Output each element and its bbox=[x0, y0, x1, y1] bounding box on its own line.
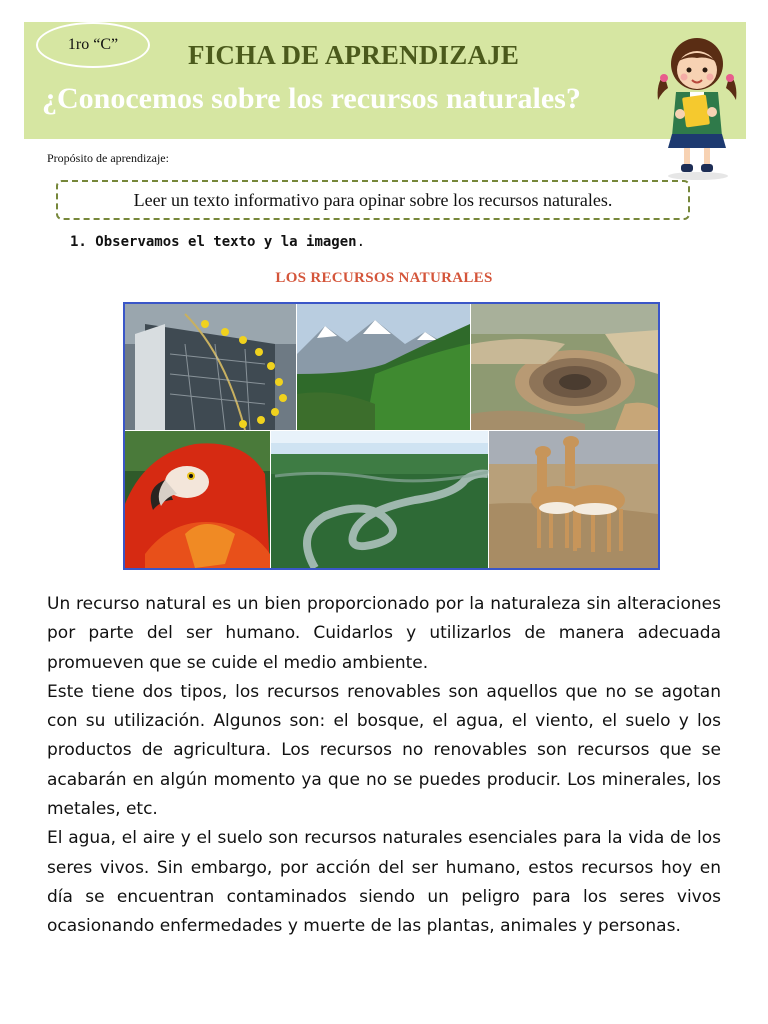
purpose-text: Leer un texto informativo para opinar sobre los recursos naturales. bbox=[133, 189, 613, 210]
mountain-forest-photo bbox=[297, 304, 470, 430]
paragraph-definition: Un recurso natural es un bien proporcionado por la naturaleza sin alteraciones por parte del ser humano. Cuidarlos y utilizarlos de manera adecuada promueven que se cuide el medio ambiente. bbox=[47, 594, 721, 673]
student-girl-illustration bbox=[650, 34, 742, 182]
section-title: LOS RECURSOS NATURALES bbox=[275, 270, 493, 286]
body-text bbox=[47, 590, 721, 942]
paragraph-types: Este tiene dos tipos, los recursos renovables son aquellos que no se agotan con su utilización. Algunos son: el bosque, el agua, el viento, el suelo y los productos de agricultura. Los recursos no renovables son recursos que se acabarán en algún momento ya que no se puedes producir. Los minerales, los metales, etc. bbox=[47, 681, 721, 820]
worksheet-subtitle: ¿Conocemos sobre los recursos naturales? bbox=[42, 82, 581, 115]
purpose-label: Propósito de aprendizaje: bbox=[47, 151, 169, 165]
natural-resources-collage bbox=[123, 302, 660, 570]
amazon-river-photo bbox=[271, 431, 488, 568]
purpose-box bbox=[56, 180, 690, 220]
step-text: Observamos el texto y la imagen bbox=[95, 234, 357, 250]
vicunas-photo bbox=[489, 431, 658, 568]
fishing-net-photo bbox=[125, 304, 296, 430]
step-number: 1. bbox=[70, 234, 87, 250]
paragraph-pollution: El agua, el aire y el suelo son recursos naturales esenciales para la vida de los seres vivos. Sin embargo, por acción del ser humano, estos recursos hoy en día se encuentran contaminados siendo un peligro para los seres vivos ocasionando enfermedades y muerte de las plantas, animales y personas. bbox=[47, 828, 721, 937]
grade-badge: 1ro “C” bbox=[36, 22, 150, 68]
step-heading bbox=[70, 234, 365, 250]
open-pit-mine-photo bbox=[471, 304, 658, 430]
worksheet-title: FICHA DE APRENDIZAJE bbox=[188, 40, 520, 70]
red-macaw-photo bbox=[125, 431, 270, 568]
step-suffix: . bbox=[356, 234, 366, 250]
